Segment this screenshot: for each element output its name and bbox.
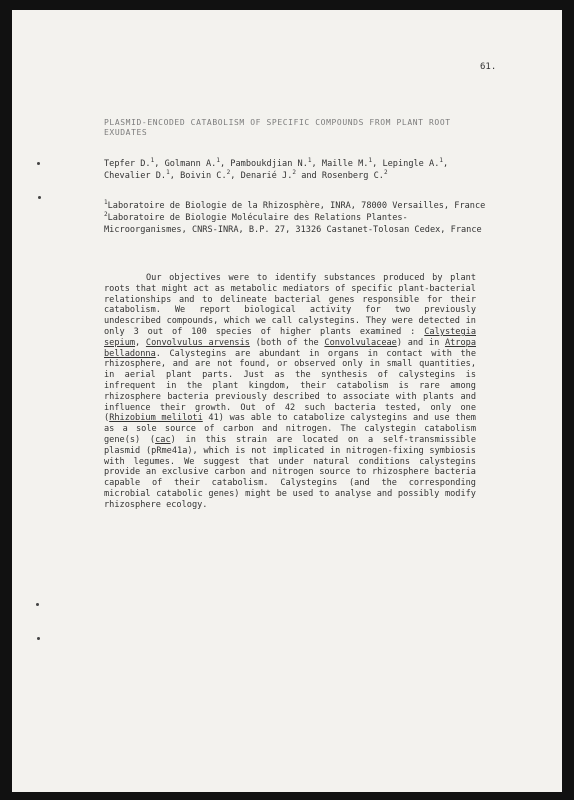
punch-hole-mark [37,637,40,640]
punch-hole-mark [36,603,39,606]
affiliation-1 [104,200,489,212]
abstract-text: Our objectives were to identify substances produced by plant roots that might act as metabolic mediators of specific plant-bacterial relationships and to delineate bacterial genes responsible for their catabolism. We report biological activity for two previously undescribed compounds, which we call calystegins. They were detected in only 3 out of 100 species of higher plants examined : [104,273,476,337]
author-affil-mark: 2 [292,169,297,177]
page-number: 61. [480,62,497,72]
author: Maille M. [321,159,369,169]
affiliation-mark: 2 [104,211,108,219]
author-separator: , [311,159,322,169]
affiliation-mark: 1 [104,199,108,207]
author-affil-mark: 1 [368,157,373,165]
author-separator: , [154,159,165,169]
author: Boivin C. [180,171,227,181]
author-affil-mark: 1 [307,157,312,165]
family-name: Convolvulaceae [324,337,397,348]
author-list [104,158,489,182]
author-separator: , [169,171,181,181]
author-separator: , [219,159,231,169]
species-name: Convolvulus arvensis [145,337,250,348]
affiliation-text: Laboratoire de Biologie de la Rhizosphère, INRA, 78000 Versailles, France [107,201,486,211]
abstract-text: 41) was able to catabolize calystegins and use them as a sole source of carbon and nitrogen. The calystegin catabolism gene(s) ( [104,413,476,445]
author-line-1 [104,158,489,170]
affiliation-2 [104,212,489,236]
gene-name: cac [155,434,171,445]
abstract-text: ) in this strain are located on a self-transmissible plasmid (pRme41a), which is not implicated in nitrogen-fixing symbiosis with legumes. We suggest that under natural conditions calystegins provide an exclusive carbon and nitrogen source to rhizosphere bacteria capable of their catabolism. Calystegins (and the corresponding microbial catabolic genes) might be used to analyse and possibly modify rhizosphere ecology. [104,434,476,510]
author-affil-mark: 1 [439,157,443,165]
author-separator: , [230,171,241,181]
abstract-text: . Calystegins are abundant in organs in contact with the rhizosphere, and are not found, or observed only in small quantities, in aerial plant parts. Just as the synthesis of calystegins is infrequent in the plant kingdom, their catabolism is rare among rhizosphere bacteria previously described to associate with plants and influence their growth. Out of 42 such bacteria tested, only one ( [104,348,476,424]
punch-hole-mark [38,196,41,199]
author-affil-mark: 1 [150,157,155,165]
species-name: Rhizobium meliloti [109,413,203,424]
affiliations [104,200,489,236]
abstract-text: (both of the [249,337,325,348]
author: Golmann A. [164,159,217,169]
author: Tepfer D. [104,159,151,169]
author-affil-mark: 1 [216,157,220,165]
paper-title: PLASMID-ENCODED CATABOLISM OF SPECIFIC COMPOUNDS FROM PLANT ROOT EXUDATES [104,118,451,137]
species-name: Calystegia sepium [104,326,476,348]
species-name: Atropa belladonna [104,337,476,359]
author: Pamboukdjian N. [230,159,308,169]
author-affil-mark: 2 [383,169,388,177]
affiliation-text: Laboratoire de Biologie Moléculaire des Relations Plantes-Microorganismes, CNRS-INRA, B.P. 27, 31326 Castanet-Tolosan Cedex, France [104,213,482,235]
abstract-paragraph [104,273,476,511]
author-line-2 [104,170,489,182]
author: Rosenberg C. [321,171,384,181]
author: Chevalier D. [104,171,167,181]
author: Lepingle A. [382,159,440,169]
author-affil-mark: 2 [226,169,231,177]
abstract-text: , [135,337,146,348]
punch-hole-mark [37,162,40,165]
author-affil-mark: 1 [166,169,170,177]
author: Denarié J. [240,171,293,181]
author-separator: , [443,159,449,169]
abstract-text: ) and in [396,337,445,348]
author-separator: , [372,159,383,169]
author-separator: and [296,171,322,181]
